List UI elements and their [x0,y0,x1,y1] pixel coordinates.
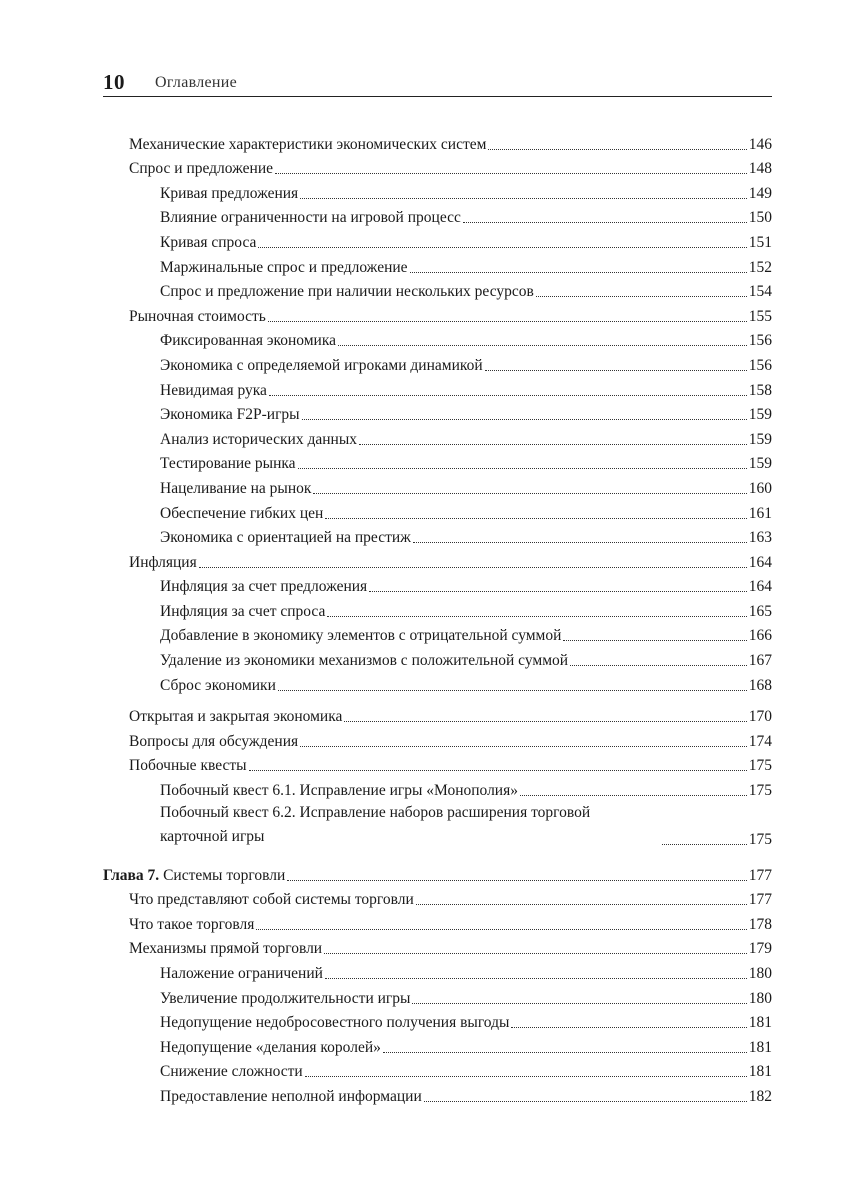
toc-page-number: 165 [748,602,772,620]
dot-leader [416,904,747,905]
toc-title-text: Экономика с определяемой игроками динамикой [160,356,483,374]
toc-title-text: Механические характеристики экономических систем [129,135,487,153]
dot-leader [424,1101,747,1102]
toc-entry [103,958,772,983]
toc-entry [103,702,772,727]
toc-title-text: Сброс экономики [160,676,276,694]
toc-title-text: Обеспечение гибких цен [160,504,324,522]
toc-entry-title [160,782,518,800]
dot-leader [570,665,747,666]
toc-page-number: 155 [748,307,772,325]
toc-entry-title [160,505,323,523]
toc-entry [103,301,772,326]
dot-leader [256,929,746,930]
toc-entry-title [160,1063,303,1081]
toc-entry [103,424,772,449]
toc-entry [103,983,772,1008]
dot-leader [269,395,747,396]
toc-title-text: Тестирование рынка [160,455,296,473]
toc-title-text: Спрос и предложение при наличии нескольких ресурсов [160,283,534,301]
toc-entry-title [160,677,276,695]
toc-entry [103,375,772,400]
toc-entry-title [129,136,486,154]
toc-page-number: 154 [748,283,772,301]
toc-entry [103,277,772,302]
running-title: Оглавление [155,74,238,91]
toc-title-text: Системы торговли [163,866,286,884]
toc-entry-title [160,209,461,227]
toc-page-number: 148 [748,160,772,178]
toc-entry-title [160,603,325,621]
toc-title-text: Экономика с ориентацией на престиж [160,529,411,547]
toc-entry-title [129,940,322,958]
toc-entry [103,1032,772,1057]
dot-leader [298,468,747,469]
dot-leader [258,247,746,248]
dot-leader [327,616,746,617]
toc-title-text: Инфляция [129,553,197,571]
toc-title-text: Увеличение продолжительности игры [160,989,411,1007]
toc-entry [103,885,772,910]
toc-entry [103,670,772,695]
toc-entry [103,621,772,646]
toc-entry-title [160,801,660,849]
toc-page-number: 181 [748,1063,772,1081]
dot-leader [520,795,747,796]
toc-page-number: 160 [748,479,772,497]
table-of-contents [103,129,772,1106]
dot-leader [412,1003,746,1004]
toc-entry-title [129,916,254,934]
toc-entry [103,473,772,498]
dot-leader [249,770,747,771]
toc-title-text: Побочные квесты [129,757,247,775]
toc-page-number: 164 [748,578,772,596]
toc-entry [103,572,772,597]
toc-title-text: Влияние ограниченности на игровой процесс [160,209,461,227]
toc-title-text: Кривая предложения [160,184,299,202]
toc-entry-title [129,160,273,178]
toc-page-number: 166 [748,627,772,645]
toc-title-text: Наложение ограничений [160,965,323,982]
toc-entry-title [129,733,298,751]
dot-leader [325,518,746,519]
dot-leader [563,640,746,641]
dot-leader [199,567,747,568]
toc-chapter-entry [103,860,772,885]
toc-page-number: 174 [748,732,772,750]
page-number: 10 [103,70,125,94]
toc-page-number: 177 [748,866,772,884]
toc-title-text: Кривая спроса [160,233,257,251]
toc-entry [103,775,772,800]
toc-entry-title [160,332,336,350]
toc-page-number: 149 [748,184,772,202]
toc-entry [103,547,772,572]
toc-title-text: Невидимая рука [160,381,267,399]
page-header [103,66,772,97]
dot-leader [324,953,747,954]
toc-page-number: 181 [748,1038,772,1056]
toc-entry-title [160,357,483,375]
toc-page-number: 181 [748,1014,772,1032]
toc-title-text: Что представляют собой системы торговли [129,891,414,909]
toc-entry [103,645,772,670]
toc-title-text: Рыночная стоимость [129,307,266,325]
toc-entry [103,252,772,277]
toc-page-number: 159 [748,455,772,473]
toc-entry [103,726,772,751]
toc-title-text: Механизмы прямой торговли [129,940,323,958]
toc-title-text: Предоставление неполной информации [160,1087,422,1105]
toc-title-text: Побочный квест 6.1. Исправление игры «Монополия» [160,782,518,800]
toc-page-number: 159 [748,406,772,424]
dot-leader [278,690,747,691]
toc-page-number: 163 [748,529,772,547]
toc-entry-title [160,652,568,670]
toc-entry-title [160,455,296,473]
toc-page-number: 178 [748,915,772,933]
toc-page-number: 156 [748,356,772,374]
toc-entry [103,129,772,154]
toc-title-text: Что такое торговля [129,915,255,933]
toc-entry-title [160,965,323,983]
dot-leader [383,1052,747,1053]
dot-leader [302,419,747,420]
dot-leader [300,198,747,199]
dot-leader [511,1027,746,1028]
toc-page-number: 151 [748,233,772,251]
toc-entry [103,1081,772,1106]
dot-leader [344,721,746,722]
dot-leader [662,844,747,845]
dot-leader [338,345,747,346]
dot-leader [410,272,747,273]
toc-entry-title [160,406,300,424]
toc-entry-title [160,990,410,1008]
toc-entry-title [129,308,266,326]
toc-title-text: Экономика F2P-игры [160,406,300,424]
toc-entry-title [160,283,534,301]
toc-entry [103,400,772,425]
toc-entry-title [160,185,298,203]
toc-entry [103,1057,772,1082]
toc-page-number: 175 [748,831,772,849]
toc-page-number: 177 [748,891,772,909]
toc-entry-title [160,1088,422,1106]
toc-entry [103,154,772,179]
toc-entry [103,449,772,474]
toc-entry-title [160,627,561,645]
toc-entry-title [160,529,411,547]
toc-title-text: Вопросы для обсуждения [129,732,299,750]
dot-leader [305,1076,747,1077]
toc-entry [103,800,772,849]
toc-title-text: Побочный квест 6.2. Исправление наборов расширения торговой карточной игры [160,804,591,846]
toc-entry-title [129,554,197,572]
toc-page-number: 182 [748,1087,772,1105]
toc-title-text: Недопущение «делания королей» [160,1038,381,1056]
toc-entry [103,1008,772,1033]
toc-title-text: Инфляция за счет предложения [160,578,368,596]
toc-entry [103,326,772,351]
toc-entry-title [160,259,408,277]
toc-entry [103,350,772,375]
dot-leader [268,321,747,322]
toc-entry-title [129,891,414,909]
toc-page-number: 175 [748,782,772,800]
toc-entry-title [160,480,311,498]
toc-page-number: 164 [748,553,772,571]
toc-title-text: Удаление из экономики механизмов с положительной суммой [160,652,569,670]
toc-entry [103,596,772,621]
toc-title-text: Добавление в экономику элементов с отрицательной суммой [160,627,562,645]
toc-title-text: Недопущение недобросовестного получения выгоды [160,1014,510,1032]
toc-page-number: 152 [748,258,772,276]
toc-title-text: Открытая и закрытая экономика [129,708,343,726]
toc-page-number: 180 [748,989,772,1007]
dot-leader [275,173,747,174]
toc-title-text: Анализ исторических данных [160,430,357,448]
toc-page-number: 179 [748,940,772,958]
toc-title-text: Фиксированная экономика [160,332,337,350]
toc-entry-title [160,431,357,449]
toc-title-text: Снижение сложности [160,1063,303,1081]
toc-entry [103,227,772,252]
toc-page-number: 180 [748,965,772,982]
chapter-label: Глава 7. [103,866,160,884]
toc-title-text: Инфляция за счет спроса [160,602,326,620]
toc-page-number: 146 [748,135,772,153]
dot-leader [359,444,747,445]
dot-leader [485,370,747,371]
toc-page-number: 161 [748,504,772,522]
toc-entry [103,498,772,523]
toc-page-number: 156 [748,332,772,350]
dot-leader [287,880,746,881]
toc-entry-title [129,708,342,726]
toc-entry-title [129,757,247,775]
toc-entry [103,751,772,776]
toc-page-number: 168 [748,676,772,694]
toc-entry-title [160,578,367,596]
toc-title-text: Спрос и предложение [129,160,274,178]
toc-entry-title [160,234,256,252]
dot-leader [536,296,747,297]
toc-page-number: 175 [748,757,772,775]
toc-entry-title [160,1014,509,1032]
toc-page-number: 167 [748,652,772,670]
dot-leader [413,542,747,543]
toc-entry [103,178,772,203]
dot-leader [369,591,747,592]
toc-entry-title [160,382,267,400]
toc-entry-title [160,1039,381,1057]
toc-page-number: 159 [748,430,772,448]
toc-entry [103,934,772,959]
toc-page-number: 158 [748,381,772,399]
toc-title-text: Маржинальные спрос и предложение [160,258,408,276]
dot-leader [488,149,746,150]
toc-page-number: 170 [748,708,772,726]
dot-leader [463,222,747,223]
dot-leader [313,493,746,494]
toc-entry [103,909,772,934]
dot-leader [325,978,747,979]
toc-entry [103,203,772,228]
toc-page-number: 150 [748,209,772,227]
toc-entry [103,523,772,548]
toc-entry-title [103,867,285,885]
dot-leader [300,746,747,747]
toc-title-text: Нацеливание на рынок [160,479,312,497]
